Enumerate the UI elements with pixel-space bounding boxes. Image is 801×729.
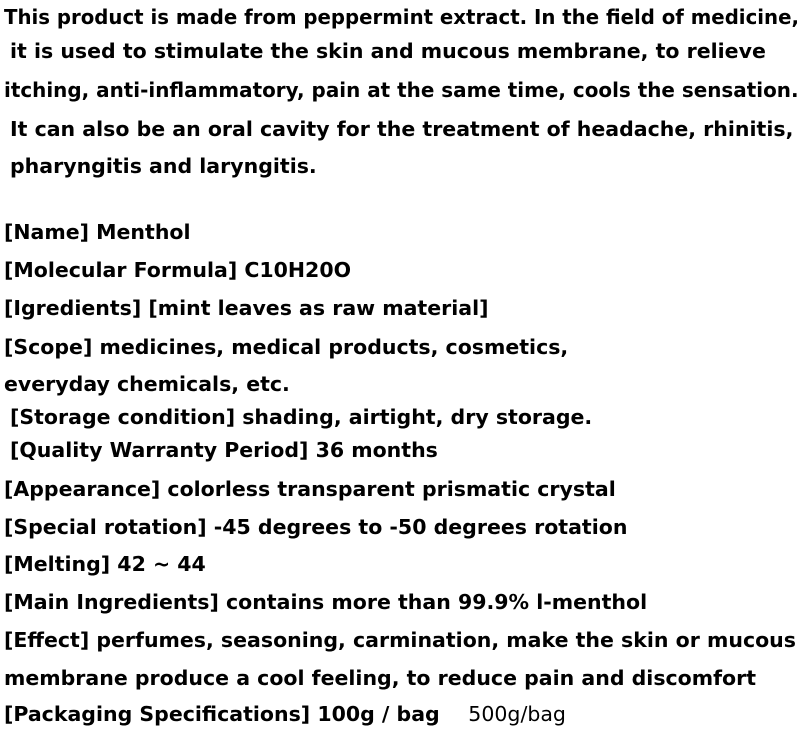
spec-ingredients: [Igredients] [mint leaves as raw material] bbox=[4, 296, 489, 320]
spec-main-ingredients: [Main Ingredients] contains more than 99.9% l-menthol bbox=[4, 590, 648, 614]
spec-warranty-period: [Quality Warranty Period] 36 months bbox=[10, 438, 438, 462]
intro-line: itching, anti-inflammatory, pain at the same time, cools the sensation. bbox=[4, 78, 799, 102]
spec-effect-continued: membrane produce a cool feeling, to reduce pain and discomfort bbox=[4, 666, 757, 690]
spec-name: [Name] Menthol bbox=[4, 220, 191, 244]
spec-storage-condition: [Storage condition] shading, airtight, dry storage. bbox=[10, 405, 593, 429]
intro-line: pharyngitis and laryngitis. bbox=[10, 154, 317, 178]
spec-packaging-main: [Packaging Specifications] 100g / bag bbox=[4, 702, 440, 726]
spec-effect: [Effect] perfumes, seasoning, carmination, make the skin or mucous bbox=[4, 628, 796, 652]
spec-molecular-formula: [Molecular Formula] C10H20O bbox=[4, 258, 352, 282]
spec-special-rotation: [Special rotation] -45 degrees to -50 degrees rotation bbox=[4, 515, 628, 539]
intro-line: This product is made from peppermint extract. In the field of medicine, bbox=[4, 5, 799, 29]
spec-appearance: [Appearance] colorless transparent prismatic crystal bbox=[4, 477, 616, 501]
spec-packaging bbox=[4, 701, 566, 727]
intro-line: it is used to stimulate the skin and mucous membrane, to relieve bbox=[10, 39, 766, 63]
spec-scope: [Scope] medicines, medical products, cosmetics, bbox=[4, 335, 569, 359]
spec-scope-continued: everyday chemicals, etc. bbox=[4, 372, 290, 396]
spec-melting: [Melting] 42 ~ 44 bbox=[4, 552, 206, 576]
intro-line: It can also be an oral cavity for the treatment of headache, rhinitis, bbox=[10, 117, 794, 141]
spec-packaging-extra: 500g/bag bbox=[468, 702, 566, 726]
